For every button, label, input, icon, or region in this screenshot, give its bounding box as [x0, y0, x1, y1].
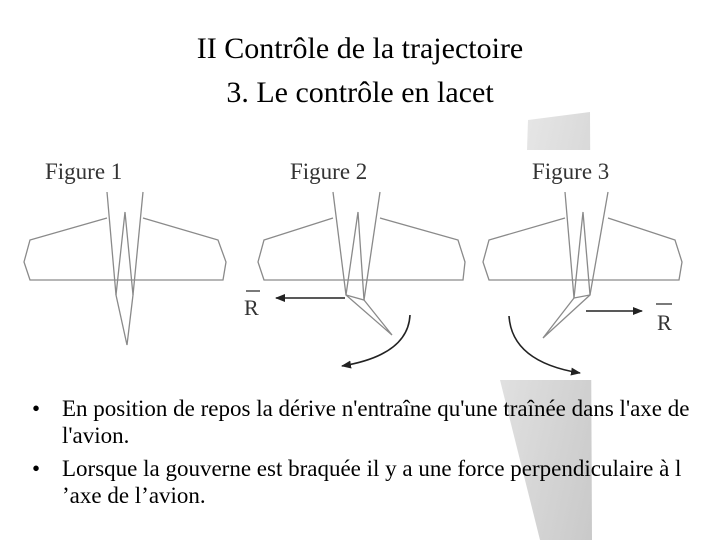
- figure-3-label: Figure 3: [532, 159, 610, 184]
- bullet-item-2: [32, 455, 702, 509]
- bullet-dot-icon: •: [32, 396, 41, 421]
- figure-2-force-label: R: [244, 295, 259, 320]
- bullet-list: [32, 395, 702, 515]
- figure-2-label: Figure 2: [290, 159, 368, 184]
- slide-title-line-2: 3. Le contrôle en lacet: [226, 76, 494, 109]
- bullet-text-2: Lorsque la gouverne est braquée il y a une force perpendiculaire à l ’axe de l’avion.: [62, 456, 682, 508]
- figure-3-force-label: R: [657, 310, 672, 335]
- figure-1-label: Figure 1: [45, 159, 123, 184]
- slide-title-line-1: II Contrôle de la trajectoire: [196, 32, 524, 65]
- bullet-item-1: [32, 395, 702, 449]
- bullet-text-1: En position de repos la dérive n'entraîne qu'une traînée dans l'axe de l'avion.: [62, 396, 690, 448]
- bullet-dot-icon: •: [32, 456, 41, 481]
